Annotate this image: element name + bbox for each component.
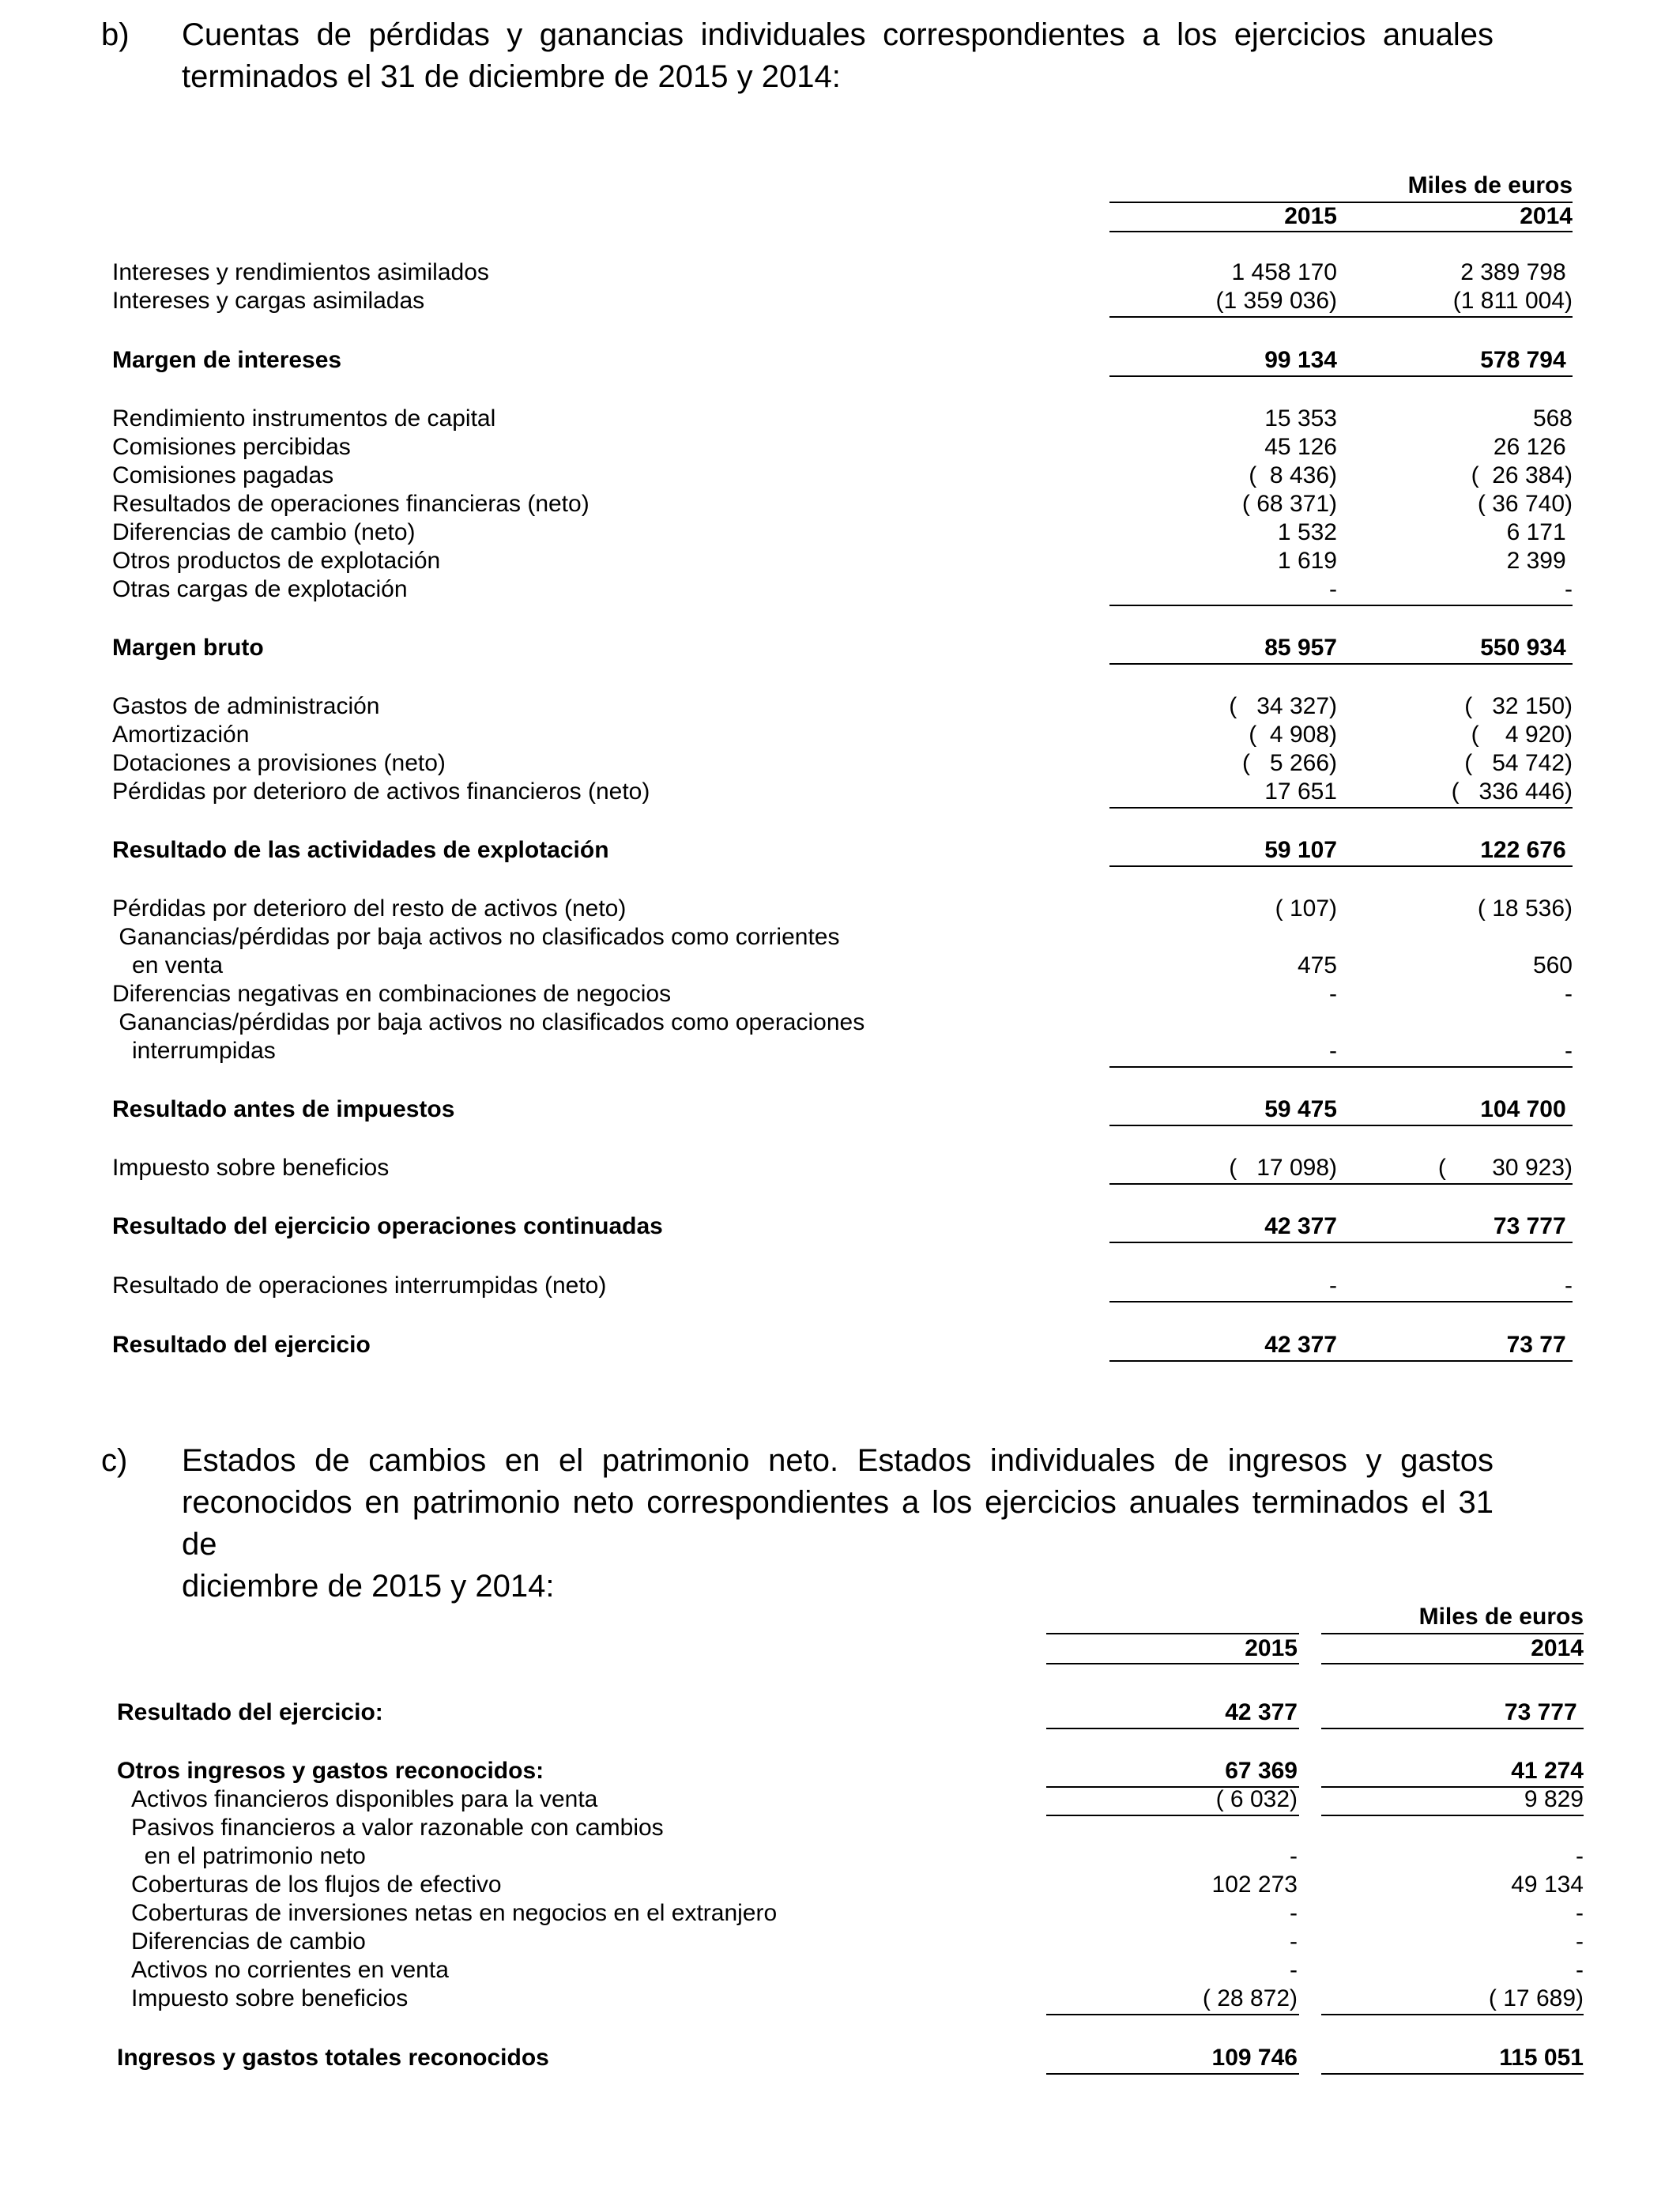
section-c-letter: c): [101, 1443, 128, 1478]
value-2015: -: [1290, 1928, 1298, 1955]
underline-rule: [1109, 375, 1573, 377]
table-row: [0, 778, 1680, 806]
underline-rule: [1109, 865, 1573, 867]
value-2014: 73 77: [1506, 1332, 1573, 1358]
section-b-title-line: Cuentas de pérdidas y ganancias individuales correspondientes a los ejercicios anuales: [182, 17, 1494, 52]
value-2015: ( 6 032): [1215, 1786, 1298, 1812]
row-label: en venta: [112, 952, 224, 978]
row-label: Pérdidas por deterioro de activos financieros (neto): [112, 778, 650, 805]
section-b-heading: [101, 14, 1508, 101]
row-label: Otros productos de explotación: [112, 548, 441, 574]
table-row: [0, 1212, 1680, 1241]
table-row: [0, 547, 1680, 575]
section-b-title-line: terminados el 31 de diciembre de 2015 y 2014:: [182, 59, 841, 94]
row-label: Otras cargas de explotación: [112, 576, 408, 602]
value-2014: -: [1565, 1038, 1573, 1064]
section-b-letter: b): [101, 17, 130, 52]
value-2014: -: [1565, 1272, 1573, 1299]
row-label: Pasivos financieros a valor razonable con cambios: [131, 1815, 664, 1841]
table-row: [0, 895, 1680, 923]
table-row: [0, 1985, 1680, 2013]
row-label: Ganancias/pérdidas por baja activos no clasificados como corrientes: [112, 924, 840, 950]
value-2014: 73 777: [1493, 1213, 1573, 1239]
table-row: [0, 1871, 1680, 1899]
value-2014: -: [1576, 1957, 1584, 1983]
table-row: [0, 1757, 1680, 1785]
underline-rule: [1109, 663, 1573, 665]
row-label: Resultados de operaciones financieras (neto): [112, 491, 590, 517]
value-2015: -: [1290, 1843, 1298, 1869]
row-label: Resultado del ejercicio: [112, 1332, 371, 1358]
underline-rule: [1109, 1183, 1573, 1185]
section-c-title-line: Estados de cambios en el patrimonio neto. Estados individuales de ingresos y gastos: [182, 1443, 1494, 1478]
row-label: Rendimiento instrumentos de capital: [112, 405, 496, 432]
table-row: [0, 258, 1680, 287]
column-header-row: [0, 202, 1680, 231]
table-row: [0, 1154, 1680, 1182]
section-c-title: [182, 1440, 1494, 1608]
value-2014: 568: [1532, 405, 1573, 432]
row-label: Coberturas de inversiones netas en negocios en el extranjero: [131, 1900, 778, 1926]
row-label: Resultado del ejercicio operaciones continuadas: [112, 1213, 663, 1239]
table-row: [0, 346, 1680, 375]
value-2014: 6 171: [1506, 519, 1573, 545]
table-row: [0, 2044, 1680, 2072]
underline-rule: [1109, 807, 1573, 809]
value-2015: -: [1329, 981, 1337, 1007]
row-label: Dotaciones a provisiones (neto): [112, 750, 446, 776]
underline-rule: [1046, 1728, 1299, 1729]
value-2015: 59 475: [1264, 1096, 1337, 1122]
section-c-title-line: diciembre de 2015 y 2014:: [182, 1569, 555, 1604]
value-2014: 9 829: [1524, 1786, 1584, 1812]
underline-rule: [1109, 1125, 1573, 1126]
value-2014: ( 17 689): [1488, 1985, 1584, 2011]
value-2014: 550 934: [1480, 635, 1573, 661]
value-2015: ( 34 327): [1229, 693, 1337, 719]
table-row: [0, 518, 1680, 547]
value-2015: -: [1290, 1900, 1298, 1926]
value-2015: (1 359 036): [1215, 288, 1337, 314]
value-2015: 1 619: [1277, 548, 1337, 574]
row-label: Otros ingresos y gastos reconocidos:: [117, 1758, 544, 1784]
value-2015: -: [1290, 1957, 1298, 1983]
row-label: Impuesto sobre beneficios: [112, 1155, 390, 1181]
value-2015: 42 377: [1264, 1332, 1337, 1358]
row-label: Margen bruto: [112, 635, 264, 661]
table-row: [0, 692, 1680, 721]
table-row: [0, 1928, 1680, 1956]
table-row: [0, 923, 1680, 952]
value-2014: ( 4 920): [1471, 722, 1573, 748]
underline-rule: [1109, 316, 1573, 318]
divider: [1046, 1663, 1299, 1664]
value-2015: 475: [1297, 952, 1337, 978]
value-2014: 578 794: [1480, 347, 1573, 373]
row-label: Ingresos y gastos totales reconocidos: [117, 2045, 549, 2071]
value-2014: ( 54 742): [1464, 750, 1573, 776]
table-row: [0, 1095, 1680, 1124]
unit-header: [0, 1603, 1680, 1631]
value-2015: 67 369: [1225, 1758, 1298, 1784]
column-header-2014: 2014: [1531, 1635, 1584, 1661]
row-label: Pérdidas por deterioro del resto de activos (neto): [112, 895, 627, 922]
table-row: [0, 1785, 1680, 1814]
column-header-2014: 2014: [1520, 203, 1573, 229]
value-2014: 2 389 798: [1460, 259, 1573, 285]
value-2015: 1 458 170: [1231, 259, 1337, 285]
value-2014: (1 811 004): [1452, 288, 1573, 314]
table-row: [0, 575, 1680, 604]
row-label: Intereses y cargas asimiladas: [112, 288, 425, 314]
row-label: Activos financieros disponibles para la venta: [131, 1786, 598, 1812]
value-2014: ( 26 384): [1471, 462, 1573, 488]
value-2014: -: [1565, 981, 1573, 1007]
table-row: [0, 836, 1680, 865]
table-row: [0, 287, 1680, 315]
row-label: Resultado de las actividades de explotación: [112, 837, 609, 863]
table-row: [0, 1698, 1680, 1727]
row-label: Diferencias de cambio: [131, 1928, 366, 1955]
value-2015: -: [1329, 576, 1337, 602]
table-row: [0, 1331, 1680, 1359]
table-row: [0, 721, 1680, 749]
value-2015: 42 377: [1264, 1213, 1337, 1239]
value-2014: -: [1576, 1928, 1584, 1955]
row-label: Diferencias de cambio (neto): [112, 519, 416, 545]
unit-header: [0, 172, 1680, 200]
underline-rule: [1109, 1242, 1573, 1243]
row-label: Resultado antes de impuestos: [112, 1096, 455, 1122]
value-2015: 59 107: [1264, 837, 1337, 863]
divider: [1321, 1663, 1584, 1664]
underline-rule: [1321, 2073, 1584, 2075]
value-2014: ( 30 923): [1437, 1155, 1573, 1181]
row-label: en el patrimonio neto: [131, 1843, 366, 1869]
table-row: [0, 405, 1680, 433]
table-row: [0, 490, 1680, 518]
underline-rule: [1046, 2073, 1299, 2075]
value-2014: ( 36 740): [1477, 491, 1573, 517]
row-label: Diferencias negativas en combinaciones de negocios: [112, 981, 672, 1007]
table-row: [0, 634, 1680, 662]
value-2015: ( 17 098): [1229, 1155, 1337, 1181]
value-2014: 73 777: [1504, 1699, 1584, 1725]
row-label: Gastos de administración: [112, 693, 380, 719]
row-label: Amortización: [112, 722, 250, 748]
row-label: Margen de intereses: [112, 347, 342, 373]
underline-rule: [1321, 2014, 1584, 2015]
unit-label: Miles de euros: [1418, 1604, 1584, 1630]
row-label: Comisiones percibidas: [112, 434, 351, 460]
value-2015: 17 651: [1264, 778, 1337, 805]
table-row: [0, 1272, 1680, 1300]
section-b-title: [182, 14, 1494, 98]
value-2014: 122 676: [1480, 837, 1573, 863]
value-2014: ( 18 536): [1477, 895, 1573, 922]
row-label: Resultado del ejercicio:: [117, 1699, 383, 1725]
value-2015: ( 8 436): [1249, 462, 1337, 488]
value-2015: ( 107): [1275, 895, 1337, 922]
value-2014: 115 051: [1499, 2045, 1584, 2071]
column-header-2015: 2015: [1284, 203, 1337, 229]
row-label: Comisiones pagadas: [112, 462, 334, 488]
table-row: [0, 1842, 1680, 1871]
value-2014: 104 700: [1480, 1096, 1573, 1122]
table-row: [0, 462, 1680, 490]
value-2015: ( 68 371): [1241, 491, 1337, 517]
value-2015: 109 746: [1211, 2045, 1298, 2071]
value-2015: 102 273: [1211, 1872, 1298, 1898]
table-row: [0, 1008, 1680, 1037]
value-2015: 99 134: [1264, 347, 1337, 373]
value-2014: 560: [1532, 952, 1573, 978]
underline-rule: [1109, 1301, 1573, 1302]
value-2015: 85 957: [1264, 635, 1337, 661]
table-row: [0, 1956, 1680, 1985]
value-2014: ( 32 150): [1464, 693, 1573, 719]
section-c-title-line: reconocidos en patrimonio neto correspondientes a los ejercicios anuales terminados el 31 de: [182, 1485, 1494, 1562]
value-2014: 49 134: [1511, 1872, 1584, 1898]
value-2014: 26 126: [1493, 434, 1573, 460]
unit-label: Miles de euros: [1407, 172, 1573, 198]
column-header-2015: 2015: [1245, 1635, 1298, 1661]
value-2015: 42 377: [1225, 1699, 1298, 1725]
row-label: Resultado de operaciones interrumpidas (neto): [112, 1272, 607, 1299]
value-2015: -: [1329, 1038, 1337, 1064]
value-2015: ( 4 908): [1249, 722, 1337, 748]
section-c-heading: [101, 1440, 1508, 1604]
table-row: [0, 433, 1680, 462]
value-2015: 1 532: [1277, 519, 1337, 545]
value-2014: 41 274: [1511, 1758, 1584, 1784]
underline-rule: [1321, 1728, 1584, 1729]
underline-rule: [1046, 2014, 1299, 2015]
table-row: [0, 952, 1680, 980]
underline-rule: [1109, 605, 1573, 606]
value-2014: -: [1576, 1843, 1584, 1869]
value-2015: -: [1329, 1272, 1337, 1299]
value-2015: 15 353: [1264, 405, 1337, 432]
row-label: Impuesto sobre beneficios: [131, 1985, 409, 2011]
value-2015: ( 5 266): [1241, 750, 1337, 776]
value-2015: ( 28 872): [1202, 1985, 1298, 2011]
value-2014: -: [1576, 1900, 1584, 1926]
row-label: interrumpidas: [112, 1038, 276, 1064]
column-header-row: [0, 1634, 1680, 1663]
row-label: Intereses y rendimientos asimilados: [112, 259, 489, 285]
table-row: [0, 980, 1680, 1008]
table-row: [0, 1899, 1680, 1928]
underline-rule: [1109, 1360, 1573, 1362]
table-row: [0, 749, 1680, 778]
value-2014: -: [1565, 576, 1573, 602]
row-label: Ganancias/pérdidas por baja activos no clasificados como operaciones: [112, 1009, 865, 1035]
value-2015: 45 126: [1264, 434, 1337, 460]
value-2014: ( 336 446): [1451, 778, 1573, 805]
table-row: [0, 1037, 1680, 1065]
value-2014: 2 399: [1506, 548, 1573, 574]
row-label: Coberturas de los flujos de efectivo: [131, 1872, 502, 1898]
row-label: Activos no corrientes en venta: [131, 1957, 449, 1983]
underline-rule: [1109, 1066, 1573, 1068]
divider: [1109, 231, 1573, 232]
table-row: [0, 1814, 1680, 1842]
